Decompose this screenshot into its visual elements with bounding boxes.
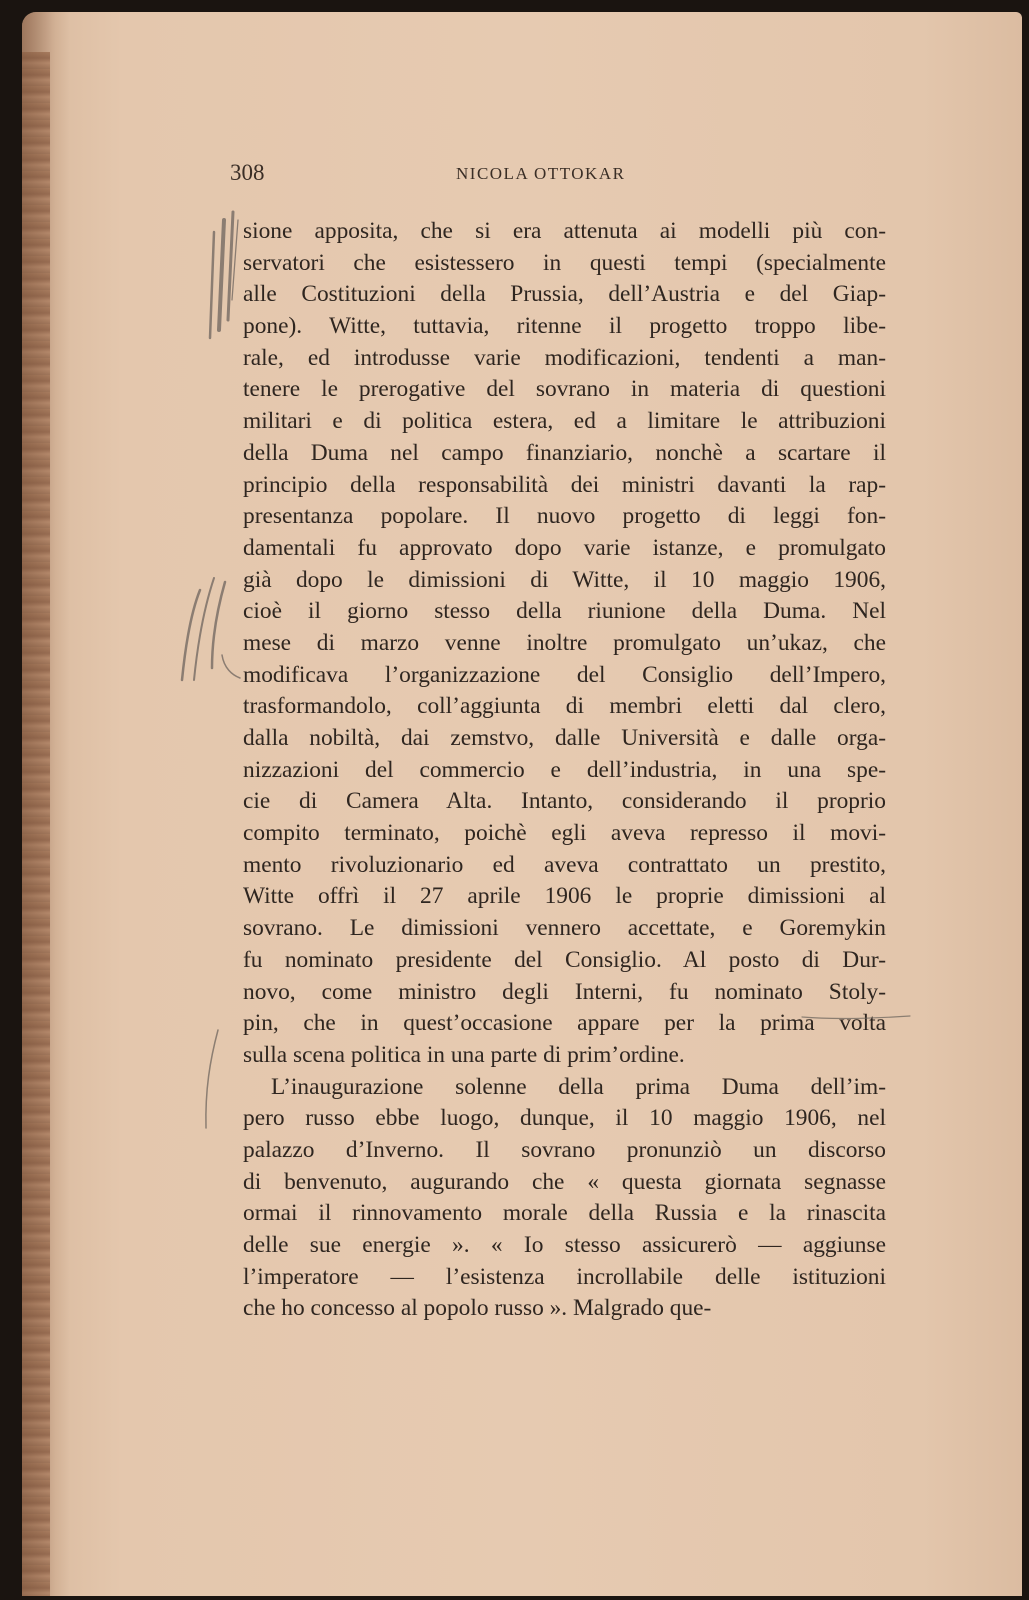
page-shadow — [22, 12, 70, 1596]
text-line: mento rivoluzionario ed aveva contrattato un prestito, — [243, 851, 886, 878]
text-line: L’inaugurazione solenne della prima Duma dell’im- — [271, 1073, 886, 1100]
text-line: di benvenuto, augurando che « questa giornata segnasse — [243, 1168, 886, 1195]
text-line: dalla nobiltà, dai zemstvo, dalle Università e dalle orga- — [243, 725, 886, 751]
text-line: tenere le prerogative del sovrano in materia di questioni — [243, 376, 886, 403]
text-line: nizzazioni del commercio e dell’industria, in una spe- — [243, 756, 886, 783]
text-line: già dopo le dimissioni di Witte, il 10 maggio 1906, — [243, 566, 886, 593]
text-line: delle sue energie ». « Io stesso assicurerò — aggiunse — [243, 1232, 886, 1258]
text-line: cie di Camera Alta. Intanto, considerando il proprio — [243, 788, 886, 815]
paragraph — [243, 1072, 886, 1326]
text-line: alle Costituzioni della Prussia, dell’Austria e del Giap- — [243, 281, 886, 308]
text-line: mese di marzo venne inoltre promulgato un’ukaz, che — [243, 629, 886, 656]
text-line: modificava l’organizzazione del Consiglio dell’Impero, — [243, 661, 886, 688]
text-line: ormai il rinnovamento morale della Russia e la rinascita — [243, 1200, 886, 1227]
text-line: damentali fu approvato dopo varie istanze, e promulgato — [243, 534, 886, 561]
body-text — [243, 216, 886, 1325]
text-line: militari e di politica estera, ed a limitare le attribuzioni — [243, 408, 886, 435]
text-line: sione apposita, che si era attenuta ai modelli più con- — [243, 218, 886, 244]
text-line: sovrano. Le dimissioni vennero accettate, e Goremykin — [243, 915, 886, 942]
paragraph — [243, 216, 886, 1072]
text-line: palazzo d’Inverno. Il sovrano pronunziò un discorso — [243, 1136, 886, 1163]
text-line: presentanza popolare. Il nuovo progetto di leggi fon- — [243, 503, 886, 530]
text-line: compito terminato, poichè egli aveva represso il movi- — [243, 820, 886, 847]
text-line: rale, ed introdusse varie modificazioni, tendenti a man- — [243, 344, 886, 371]
running-head: NICOLA OTTOKAR — [456, 164, 626, 183]
text-line: pin, che in quest’occasione appare per la prima volta — [243, 1010, 886, 1037]
text-line: pone). Witte, tuttavia, ritenne il progetto troppo libe- — [243, 313, 886, 340]
text-line: l’imperatore — l’esistenza incrollabile delle istituzioni — [243, 1263, 886, 1290]
text-line: che ho concesso al popolo russo ». Malgrado que- — [243, 1295, 712, 1322]
text-line: pero russo ebbe luogo, dunque, il 10 maggio 1906, nel — [243, 1105, 886, 1132]
text-line: Witte offrì il 27 aprile 1906 le proprie dimissioni al — [243, 883, 886, 910]
text-line: cioè il giorno stesso della riunione della Duma. Nel — [243, 598, 886, 625]
text-line: servatori che esistessero in questi tempi (specialmente — [243, 249, 886, 276]
text-line: principio della responsabilità dei ministri davanti la rap- — [243, 471, 886, 498]
text-line: della Duma nel campo finanziario, nonchè a scartare il — [243, 439, 886, 466]
page-number: 308 — [230, 160, 265, 185]
text-line: novo, come ministro degli Interni, fu nominato Stoly- — [243, 978, 886, 1005]
text-line: sulla scena politica in una parte di prim’ordine. — [243, 1041, 685, 1068]
text-line: trasformandolo, coll’aggiunta di membri eletti dal clero, — [243, 693, 886, 720]
page-header — [230, 160, 660, 188]
text-line: fu nominato presidente del Consiglio. Al posto di Dur- — [243, 946, 886, 973]
